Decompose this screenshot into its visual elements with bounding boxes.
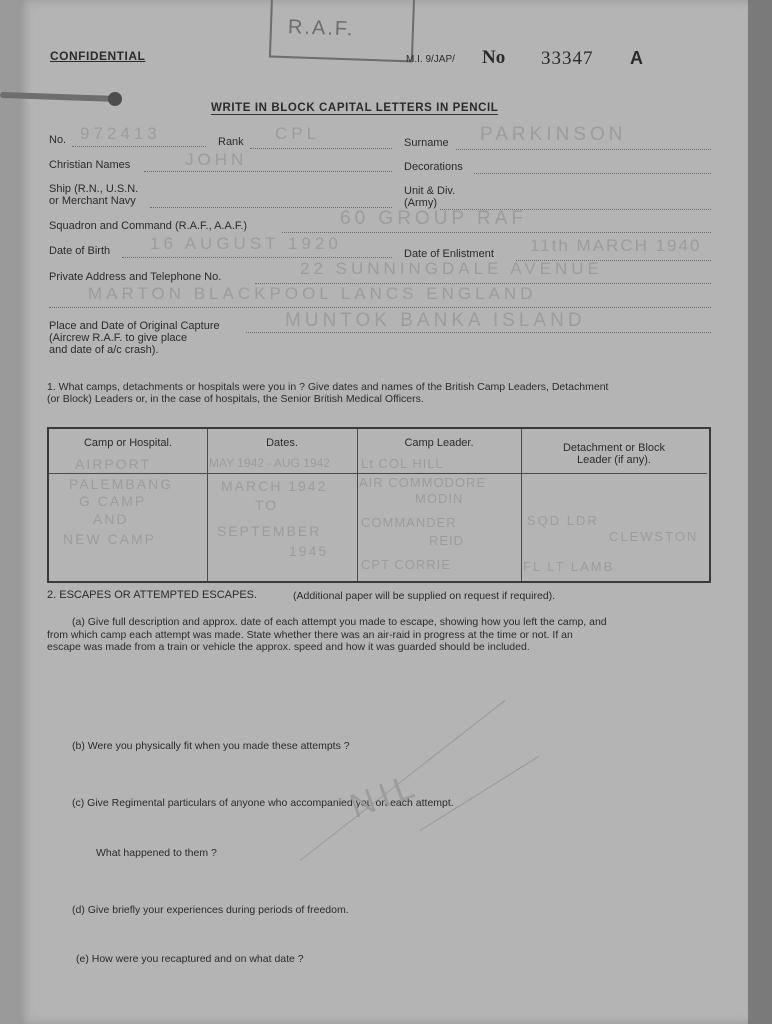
binding-knot [108,92,122,106]
camp-entry: NEW CAMP [63,531,156,547]
leader-entry: AIR COMMODORE [359,475,487,490]
surname-value: PARKINSON [480,124,627,145]
detachment-entry: FL LT LAMB [523,559,615,574]
dates-entry: MAY 1942 - AUG 1942 [209,456,330,470]
number-label: No [482,47,506,68]
rank-label: Rank [218,136,244,148]
dates-entry: SEPTEMBER [217,523,322,539]
dob-label: Date of Birth [49,245,111,257]
table-divider [207,429,208,581]
enlistment-value: 11th MARCH 1940 [530,236,702,255]
capture-value: MUNTOK BANKA ISLAND [285,310,586,331]
unit-label-2: (Army) [404,197,437,209]
address-value-2: MARTON BLACKPOOL LANCS ENGLAND [88,284,537,303]
ship-label-2: or Merchant Navy [49,195,136,207]
camp-entry: AIRPORT [75,456,151,472]
squadron-line [282,232,711,233]
leader-entry: REID [429,533,465,548]
christian-names-label: Christian Names [49,159,131,171]
question-2c: (c) Give Regimental particulars of anyone who accompanied you on each attempt. [72,797,454,809]
camps-table [47,427,711,583]
table-divider [357,429,358,581]
capture-label-3: and date of a/c crash). [49,344,159,356]
detachment-entry: CLEWSTON [609,529,699,544]
rank-value: CPL [275,124,321,143]
question-2e: (e) How were you recaptured and on what date ? [76,953,304,965]
rank-line [250,148,392,149]
dates-entry: 1945 [289,543,329,559]
no-label: No. [49,134,67,146]
question-2a-line-2: from which camp each attempt was made. State whether there was an air-raid in progress at the time or not. If an [47,629,573,641]
form-number: 33347 [541,48,594,69]
instruction-heading: WRITE IN BLOCK CAPITAL LETTERS IN PENCIL [211,102,499,114]
dob-value: 16 AUGUST 1920 [150,234,342,253]
leader-entry: MODIN [415,491,464,506]
capture-line [246,332,711,333]
dates-entry: MARCH 1942 [221,478,328,494]
dob-line [122,257,392,258]
dates-entry: TO [255,497,279,513]
header-detachment-2: Leader (if any). [577,454,651,466]
decorations-line [474,173,711,174]
table-header-rule [49,473,707,474]
camp-entry: G CAMP [79,493,147,509]
section-2-note: (Additional paper will be supplied on request if required). [293,590,556,602]
squadron-label: Squadron and Command (R.A.F., A.A.F.) [49,220,248,232]
leader-entry: Lt COL HILL [361,456,444,471]
no-value: 972413 [80,124,161,143]
leader-entry: CPT CORRIE [361,557,451,572]
question-1-line-1: 1. What camps, detachments or hospitals were you in ? Give dates and names of the British Camp Leaders, Detachment [47,381,609,393]
surname-label: Surname [404,137,449,149]
question-1-line-2: (or Block) Leaders or, in the case of hospitals, the Senior British Medical Officers. [47,393,424,405]
section-2-title: 2. ESCAPES OR ATTEMPTED ESCAPES. [47,589,258,601]
christian-names-value: JOHN [185,150,248,169]
question-2a-line-1: (a) Give full description and approx. date of each attempt you made to escape, showing how you left the camp, and [72,616,607,628]
question-2c-follow: What happened to them ? [96,847,217,859]
form-suffix: A [630,48,643,68]
address-label: Private Address and Telephone No. [49,271,222,283]
binder-edge [0,0,18,1024]
camp-entry: PALEMBANG [69,476,174,492]
decorations-label: Decorations [404,161,463,173]
nil-mark: NIL [345,765,425,826]
camp-entry: AND [93,511,129,527]
raf-stamp: R.A.F. [269,0,415,62]
page-edge [748,0,772,1024]
squadron-value: 60 GROUP RAF [340,208,528,229]
address-value-1: 22 SUNNINGDALE AVENUE [300,259,603,278]
header-detachment-1: Detachment or Block [562,442,666,454]
question-2d: (d) Give briefly your experiences during periods of freedom. [72,904,349,916]
enlistment-label: Date of Enlistment [404,248,494,260]
unit-label-1: Unit & Div. [404,185,456,197]
reference-code: M.I. 9/JAP/ [406,54,455,65]
address-line-2 [49,307,711,308]
no-line [72,146,206,147]
confidential-label: CONFIDENTIAL [50,49,146,63]
leader-entry: COMMANDER [361,515,457,530]
header-leader: Camp Leader. [404,437,474,449]
header-camp: Camp or Hospital. [83,437,173,449]
surname-line [456,149,711,150]
capture-label-2: (Aircrew R.A.F. to give place [49,332,188,344]
christian-names-line [144,171,392,172]
capture-label-1: Place and Date of Original Capture [49,320,220,332]
detachment-entry: SQD LDR [527,513,599,528]
header-dates: Dates. [266,437,298,449]
question-2a-line-3: escape was made from a train or vehicle the approx. speed and how it was guarded should be included. [47,641,530,653]
question-2b: (b) Were you physically fit when you made these attempts ? [72,740,350,752]
ship-label-1: Ship (R.N., U.S.N. [49,183,139,195]
